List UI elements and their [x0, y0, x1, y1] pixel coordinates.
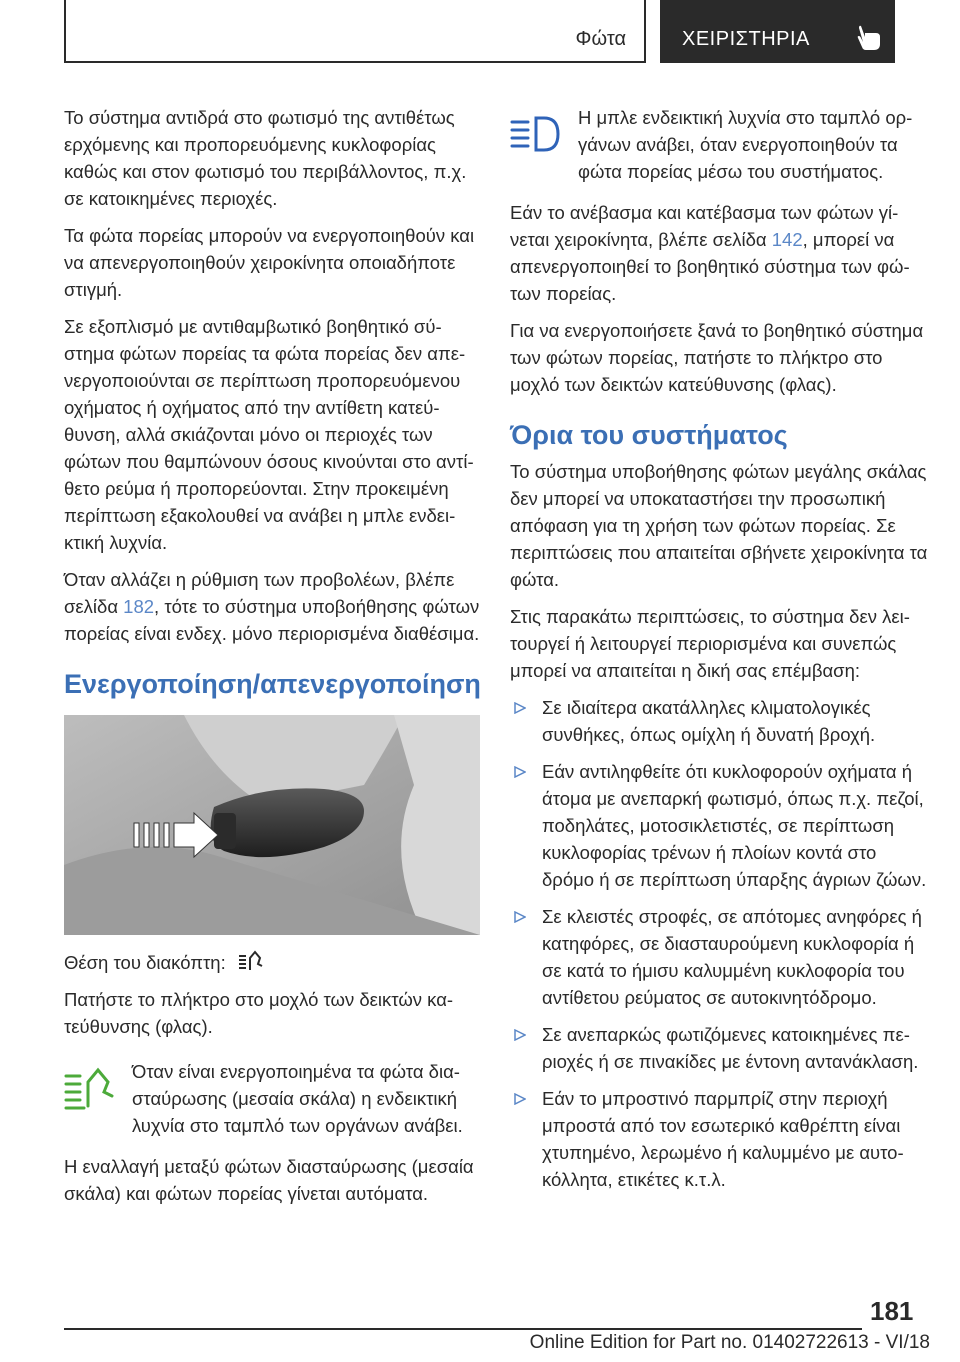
hand-pointer-icon — [856, 24, 882, 52]
header-chapter-title: ΧΕΙΡΙΣΤΗΡΙΑ — [682, 28, 810, 50]
page-link-142[interactable]: 142 — [771, 229, 803, 250]
limitations-list — [510, 694, 930, 1193]
indicator-text: Η μπλε ενδεικτική λυχνία στο ταμπλό οργάνων ανάβει, όταν ενεργοποιηθούν τα φώτα πορείας μέσω του συστήματος. — [578, 107, 913, 182]
list-item — [510, 694, 930, 748]
paragraph — [510, 199, 930, 307]
triangle-right-icon — [514, 766, 526, 778]
switch-position-label: Θέση του διακόπτη: — [64, 952, 226, 973]
page-number: 181 — [870, 1296, 914, 1326]
indicator-note-green — [64, 1058, 484, 1139]
list-item — [510, 758, 930, 893]
right-column — [510, 104, 930, 1203]
paragraph: Για να ενεργοποιήσετε ξανά το βοηθητικό σύστημα των φώτων πορείας, πατήστε το πλήκτρο στο μοχλό των δεικτών κατεύθυνσης (φλας). — [510, 320, 924, 395]
turn-signal-lever-photo — [64, 715, 480, 935]
paragraph-text: , τότε το σύστημα υποβοήθησης φώτων πορείας είναι ενδεχ. μόνο περιορισμένα διαθέσιμα. — [64, 596, 480, 644]
list-item-text: Εάν αντιληφθείτε ότι κυκλοφορούν οχήματα ή άτομα με ανεπαρκή φωτισμό, όπως π.χ. πεζοί, ποδηλάτες, μοτοσικλετιστές, σε περίπτωση κυκλοφορίας τρένων ή πλοίων κοντά στο δρόμο ή σε περίπτωση ύπαρξης άγριων ζώων. — [542, 761, 927, 890]
section-heading-activation: Ενεργοποίηση/απενεργοποίηση — [64, 669, 481, 699]
paragraph — [64, 566, 484, 647]
switch-position-line — [64, 949, 484, 976]
triangle-right-icon — [514, 1093, 526, 1105]
paragraph: Στις παρακάτω περιπτώσεις, το σύστημα δεν λειτουργεί ή λειτουργεί περιορισμένα και συνεπώς μπορεί να απαιτείται η δική σας επέμβαση: — [510, 606, 910, 681]
header-chapter-box — [660, 0, 895, 63]
left-column — [64, 104, 484, 1217]
paragraph-text: , μπορεί να απενεργοποιηθεί το βοηθητικό σύστημα των φώτων πορείας. — [510, 229, 910, 304]
list-item-text: Σε ανεπαρκώς φωτιζόμενες κατοικημένες περιοχές ή σε πινακίδες με έντονη αντανάκλαση. — [542, 1024, 919, 1072]
paragraph: Το σύστημα υποβοήθησης φώτων μεγάλης σκάλας δεν μπορεί να υποκαταστήσει την προσωπική απόφαση για τη χρήση των φώτων πορείας. Σε περιπτώσεις που απαιτείται σβήνετε χειροκίνητα τα φώτα. — [510, 461, 928, 590]
indicator-note-blue — [510, 104, 930, 185]
header-section-box — [64, 0, 646, 63]
section-heading-limits: Όρια του συστήματος — [510, 420, 788, 450]
list-item-text: Εάν το μπροστινό παρμπρίζ στην περιοχή μπροστά από τον εσωτερικό καθρέπτη είναι χτυπημένο, λερωμένο ή καλυμμένο με αυτοκόλλητα, ετικέτες κ.τ.λ. — [542, 1088, 904, 1190]
page-link-182[interactable]: 182 — [123, 596, 155, 617]
high-beam-assist-icon — [237, 950, 265, 972]
indicator-text: Όταν είναι ενεργοποιημένα τα φώτα διασταύρωσης (μεσαία σκάλα) η ενδεικτική λυχνία στο ταμπλό των οργάνων ανάβει. — [132, 1061, 463, 1136]
list-item — [510, 1021, 930, 1075]
triangle-right-icon — [514, 702, 526, 714]
paragraph: Τα φώτα πορείας μπορούν να ενεργοποιηθούν και να απενεργοποιηθούν χειροκίνητα οποιαδήποτε στιγμή. — [64, 225, 475, 300]
high-beam-assist-green-icon — [64, 1066, 116, 1110]
triangle-right-icon — [514, 1029, 526, 1041]
high-beam-blue-icon — [510, 112, 562, 156]
list-item — [510, 1085, 930, 1193]
list-item — [510, 903, 930, 1011]
paragraph-text: Όταν αλλάζει η ρύθμιση των προβολέων, βλέπε σελίδα — [64, 569, 455, 617]
footer-divider — [64, 1328, 862, 1330]
paragraph: Το σύστημα αντιδρά στο φωτισμό της αντιθέτως ερχόμενης και προπορευόμενης κυκλοφορίας καθώς και στον φωτισμό του περιβάλλοντος, π.χ. σε κατοικημένες περιοχές. — [64, 107, 467, 209]
list-item-text: Σε κλειστές στροφές, σε απότομες ανηφόρες ή κατηφόρες, σε διασταυρούμενη κυκλοφορία ή σε κατά το ήμισυ καλυμμένη κυκλοφορία του αντίθετου ρεύματος σε αυτοκινητόδρομο. — [542, 906, 922, 1008]
header-section-title: Φώτα — [575, 28, 626, 50]
paragraph: Πατήστε το πλήκτρο στο μοχλό των δεικτών κατεύθυνσης (φλας). — [64, 989, 454, 1037]
paragraph-text: Εάν το ανέβασμα και κατέβασμα των φώτων γίνεται χειροκίνητα, βλέπε σελίδα — [510, 202, 899, 250]
footer-edition: Online Edition for Part no. 01402722613 - VI/18 — [529, 1332, 930, 1353]
list-item-text: Σε ιδιαίτερα ακατάλληλες κλιματολογικές συνθήκες, όπως ομίχλη ή δυνατή βροχή. — [542, 697, 876, 745]
paragraph: Η εναλλαγή μεταξύ φώτων διασταύρωσης (μεσαία σκάλα) και φώτων πορείας γίνεται αυτόματα. — [64, 1156, 474, 1204]
paragraph: Σε εξοπλισμό με αντιθαμβωτικό βοηθητικό σύστημα φώτων πορείας τα φώτα πορείας δεν απενεργοποιούνται σε περίπτωση προπορευόμενου οχήματος ή οχήματος από την αντίθετη κατεύθυνση, αλλά σκιάζονται μόνο οι περιοχές των φώτων που θαμπώνουν όσους κινούνται στο αντίθετο ρεύμα ή προπορεύονται. Στην προκειμένη περίπτωση εξακολουθεί να ανάβει η μπλε ενδεικτική λυχνία. — [64, 316, 474, 553]
triangle-right-icon — [514, 911, 526, 923]
